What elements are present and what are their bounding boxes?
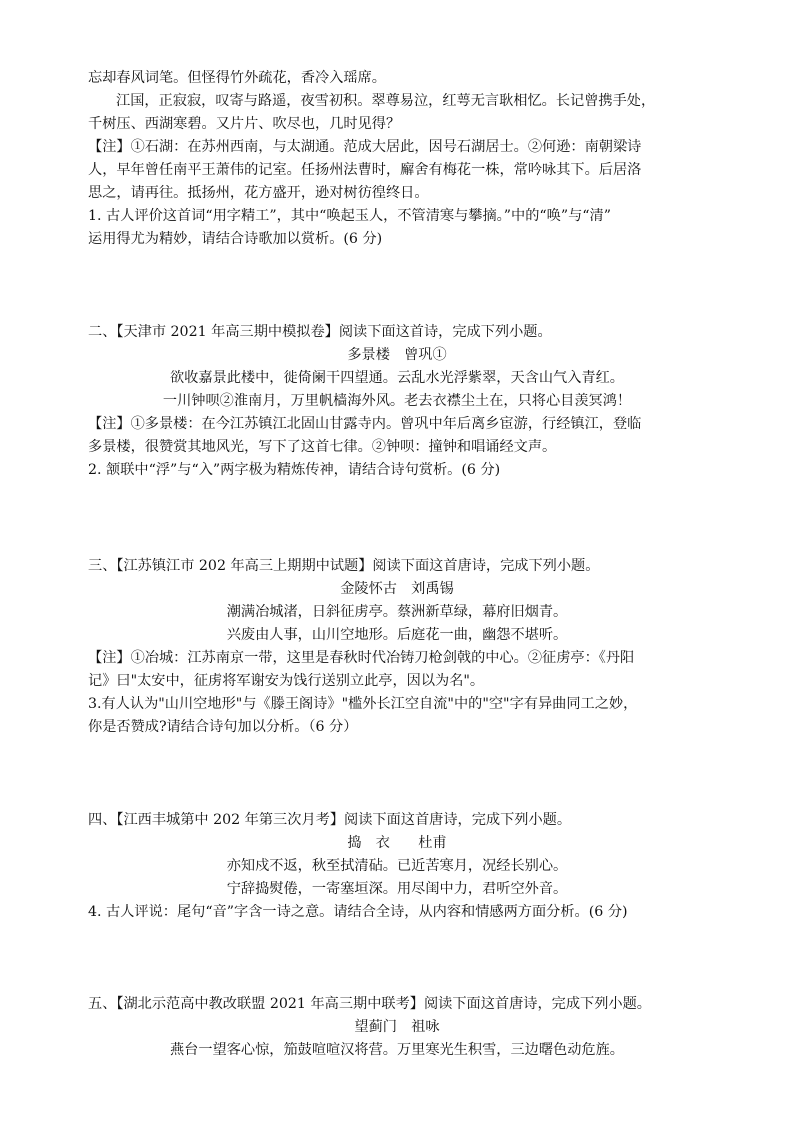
poem-line: 潮满冶城渚，日斜征虏亭。蔡洲新草绿，幕府旧烟青。 <box>226 604 568 620</box>
poem-text-line: 江国，正寂寂，叹寄与路遥，夜雪初积。翠尊易泣，红萼无言耿相忆。长记曾携手处， <box>116 93 656 109</box>
poem-line: 宁辞捣熨倦，一寄塞垣深。用尽闺中力，君听空外音。 <box>226 881 568 897</box>
poem-line: 一川钟呗②淮南月，万里帆樯海外风。老去衣襟尘土在，只将心目羡冥鸿！ <box>162 393 632 409</box>
poem-line: 燕台一望客心惊，笳鼓喧喧汉将营。万里寒光生积雪，三边曙色动危旌。 <box>169 1042 624 1058</box>
annotation-line: 多景楼，很赞赏其地风光，写下了这首七律。②钟呗：撞钟和唱诵经文声。 <box>88 439 557 455</box>
question-1-cont: 运用得尤为精妙，请结合诗歌加以赏析。(6 分) <box>88 231 383 247</box>
poem-line: 兴废由人事，山川空地形。后庭花一曲，幽怨不堪听。 <box>226 627 568 643</box>
poem-title: 望蓟门 祖咏 <box>354 1019 440 1035</box>
question-2: 2. 颔联中“浮”与“入”两字极为精炼传神，请结合诗句赏析。(6 分) <box>88 462 501 478</box>
section-5-heading: 五、【湖北示范高中教改联盟 2021 年高三期中联考】阅读下面这首唐诗，完成下列小题。 <box>88 996 651 1012</box>
poem-line: 欲收嘉景此楼中，徙倚阑干四望通。云乱水光浮紫翠，天含山气入青红。 <box>169 370 624 386</box>
annotation-line: 思之，请再往。抵扬州，花方盛开，逊对树彷徨终日。 <box>88 185 429 201</box>
section-3-heading: 三、【江苏镇江市 202 年高三上期期中试题】阅读下面这首唐诗，完成下列小题。 <box>88 558 600 574</box>
question-4: 4. 古人评说：尾句“音”字含一诗之意。请结合全诗，从内容和情感两方面分析。(6 分) <box>88 904 628 920</box>
annotation-line: 【注】①多景楼：在今江苏镇江北固山甘露寺内。曾巩中年后离乡宦游，行经镇江，登临 <box>88 416 642 432</box>
annotation-line: 【注】①石湖：在苏州西南，与太湖通。范成大居此，因号石湖居士。②何逊：南朝梁诗 <box>88 139 642 155</box>
question-3-cont: 你是否赞成?请结合诗句加以分析。（6 分） <box>88 719 358 735</box>
poem-text-line: 千树压、西湖寒碧。又片片、吹尽也，几时见得？ <box>88 116 401 132</box>
question-3: 3.有人认为"山川空地形"与《滕王阁诗》"槛外长江空自流"中的"空"字有异曲同工之妙， <box>88 696 638 712</box>
section-2-heading: 二、【天津市 2021 年高三期中模拟卷】阅读下面这首诗，完成下列小题。 <box>88 324 552 340</box>
annotation-line: 记》曰"太安中，征虏将军谢安为饯行送别立此亭，因以为名"。 <box>88 673 485 689</box>
poem-line: 亦知戍不返，秋至拭清砧。已近苦寒月，况经长别心。 <box>226 858 568 874</box>
poem-text-line: 忘却春风词笔。但怪得竹外疏花，香冷入瑶席。 <box>88 70 386 86</box>
question-1: 1. 古人评价这首词“用字精工”，其中“唤起玉人，不管清寒与攀摘。”中的“唤”与“清” <box>88 208 611 224</box>
section-4-heading: 四、【江西丰城第中 202 年第三次月考】阅读下面这首唐诗，完成下列小题。 <box>88 812 572 828</box>
annotation-line: 【注】①冶城：江苏南京一带，这里是春秋时代冶铸刀枪剑戟的中心。②征虏亭：《丹阳 <box>88 650 635 666</box>
poem-title: 多景楼 曾巩① <box>347 347 447 363</box>
poem-title: 捣 衣 杜甫 <box>347 835 447 851</box>
poem-title: 金陵怀古 刘禹锡 <box>340 581 454 597</box>
annotation-line: 人，早年曾任南平王萧伟的记室。任扬州法曹时，廨舍有梅花一株，常吟咏其下。后居洛 <box>88 162 642 178</box>
